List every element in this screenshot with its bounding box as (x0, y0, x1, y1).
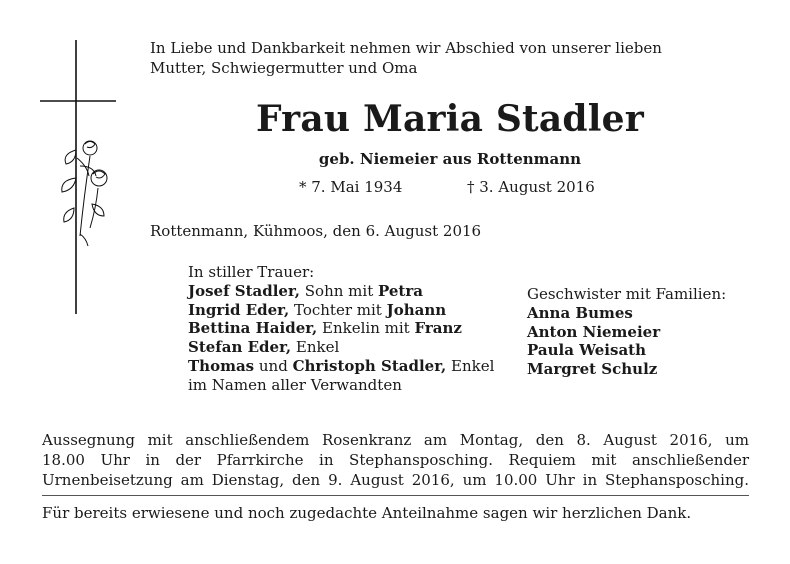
mourner-relation: Sohn mit (300, 281, 378, 300)
place-and-date: Rottenmann, Kühmoos, den 6. August 2016 (150, 222, 482, 240)
mourners-closing: im Namen aller Verwandten (188, 375, 402, 394)
intro-line-1: In Liebe und Dankbarkeit nehmen wir Abschied von unserer lieben (150, 39, 662, 57)
funeral-line-1: Aussegnung mit anschließendem Rosenkranz am Montag, den 8. August 2016, um (42, 431, 749, 449)
maiden-name: geb. Niemeier aus Rottenmann (318, 150, 582, 168)
mourner-partner: Petra (378, 281, 423, 300)
mourner-relation: Tochter mit (289, 300, 387, 319)
mourner-row (188, 319, 518, 338)
sibling-name-text: Paula Weisath (527, 341, 647, 360)
mourner-name: Christoph Stadler, (292, 356, 447, 375)
mourner-name: Thomas (188, 356, 255, 375)
mourners-list (188, 263, 518, 395)
funeral-line-2: 18.00 Uhr in der Pfarrkirche in Stephansposching. Requiem mit anschließender (42, 451, 749, 469)
thanks-text: Für bereits erwiesene und noch zugedachte Anteilnahme sagen wir herzlichen Dank. (42, 504, 692, 522)
cross-with-roses-icon (38, 38, 118, 318)
sibling-name-text: Margret Schulz (527, 360, 658, 379)
mourner-name: Ingrid Eder, (188, 300, 290, 319)
sibling-name (527, 304, 767, 323)
divider (42, 495, 749, 496)
mourner-row (188, 357, 518, 376)
sibling-name (527, 341, 767, 360)
mourner-name: Bettina Haider, (188, 319, 318, 338)
mourner-relation: Enkel (446, 356, 495, 375)
death-date: † 3. August 2016 (467, 178, 595, 196)
mourner-connector: und (254, 356, 293, 375)
mourner-partner: Johann (386, 300, 447, 319)
sibling-name (527, 360, 767, 379)
mourner-relation: Enkel (291, 338, 340, 357)
sibling-name-text: Anna Bumes (527, 303, 633, 322)
mourner-relation: Enkelin mit (317, 319, 415, 338)
funeral-line-3: Urnenbeisetzung am Dienstag, den 9. August 2016, um 10.00 Uhr in Stephansposching. (42, 471, 749, 489)
mourners-heading: In stiller Trauer: (188, 263, 315, 281)
mourner-row (188, 282, 518, 301)
intro-line-2: Mutter, Schwiegermutter und Oma (150, 59, 418, 77)
sibling-name-text: Anton Niemeier (527, 322, 661, 341)
deceased-name: Frau Maria Stadler (256, 98, 644, 140)
mourner-name: Stefan Eder, (188, 338, 292, 357)
birth-date: * 7. Mai 1934 (299, 178, 403, 196)
funeral-info (42, 430, 749, 490)
mourner-row (188, 301, 518, 320)
sibling-name (527, 323, 767, 342)
siblings-heading: Geschwister mit Familien: (527, 285, 727, 303)
siblings-list (527, 285, 767, 379)
mourner-row (188, 338, 518, 357)
mourner-name: Josef Stadler, (188, 281, 301, 300)
mourner-partner: Franz (414, 319, 462, 338)
intro-text (150, 38, 750, 78)
